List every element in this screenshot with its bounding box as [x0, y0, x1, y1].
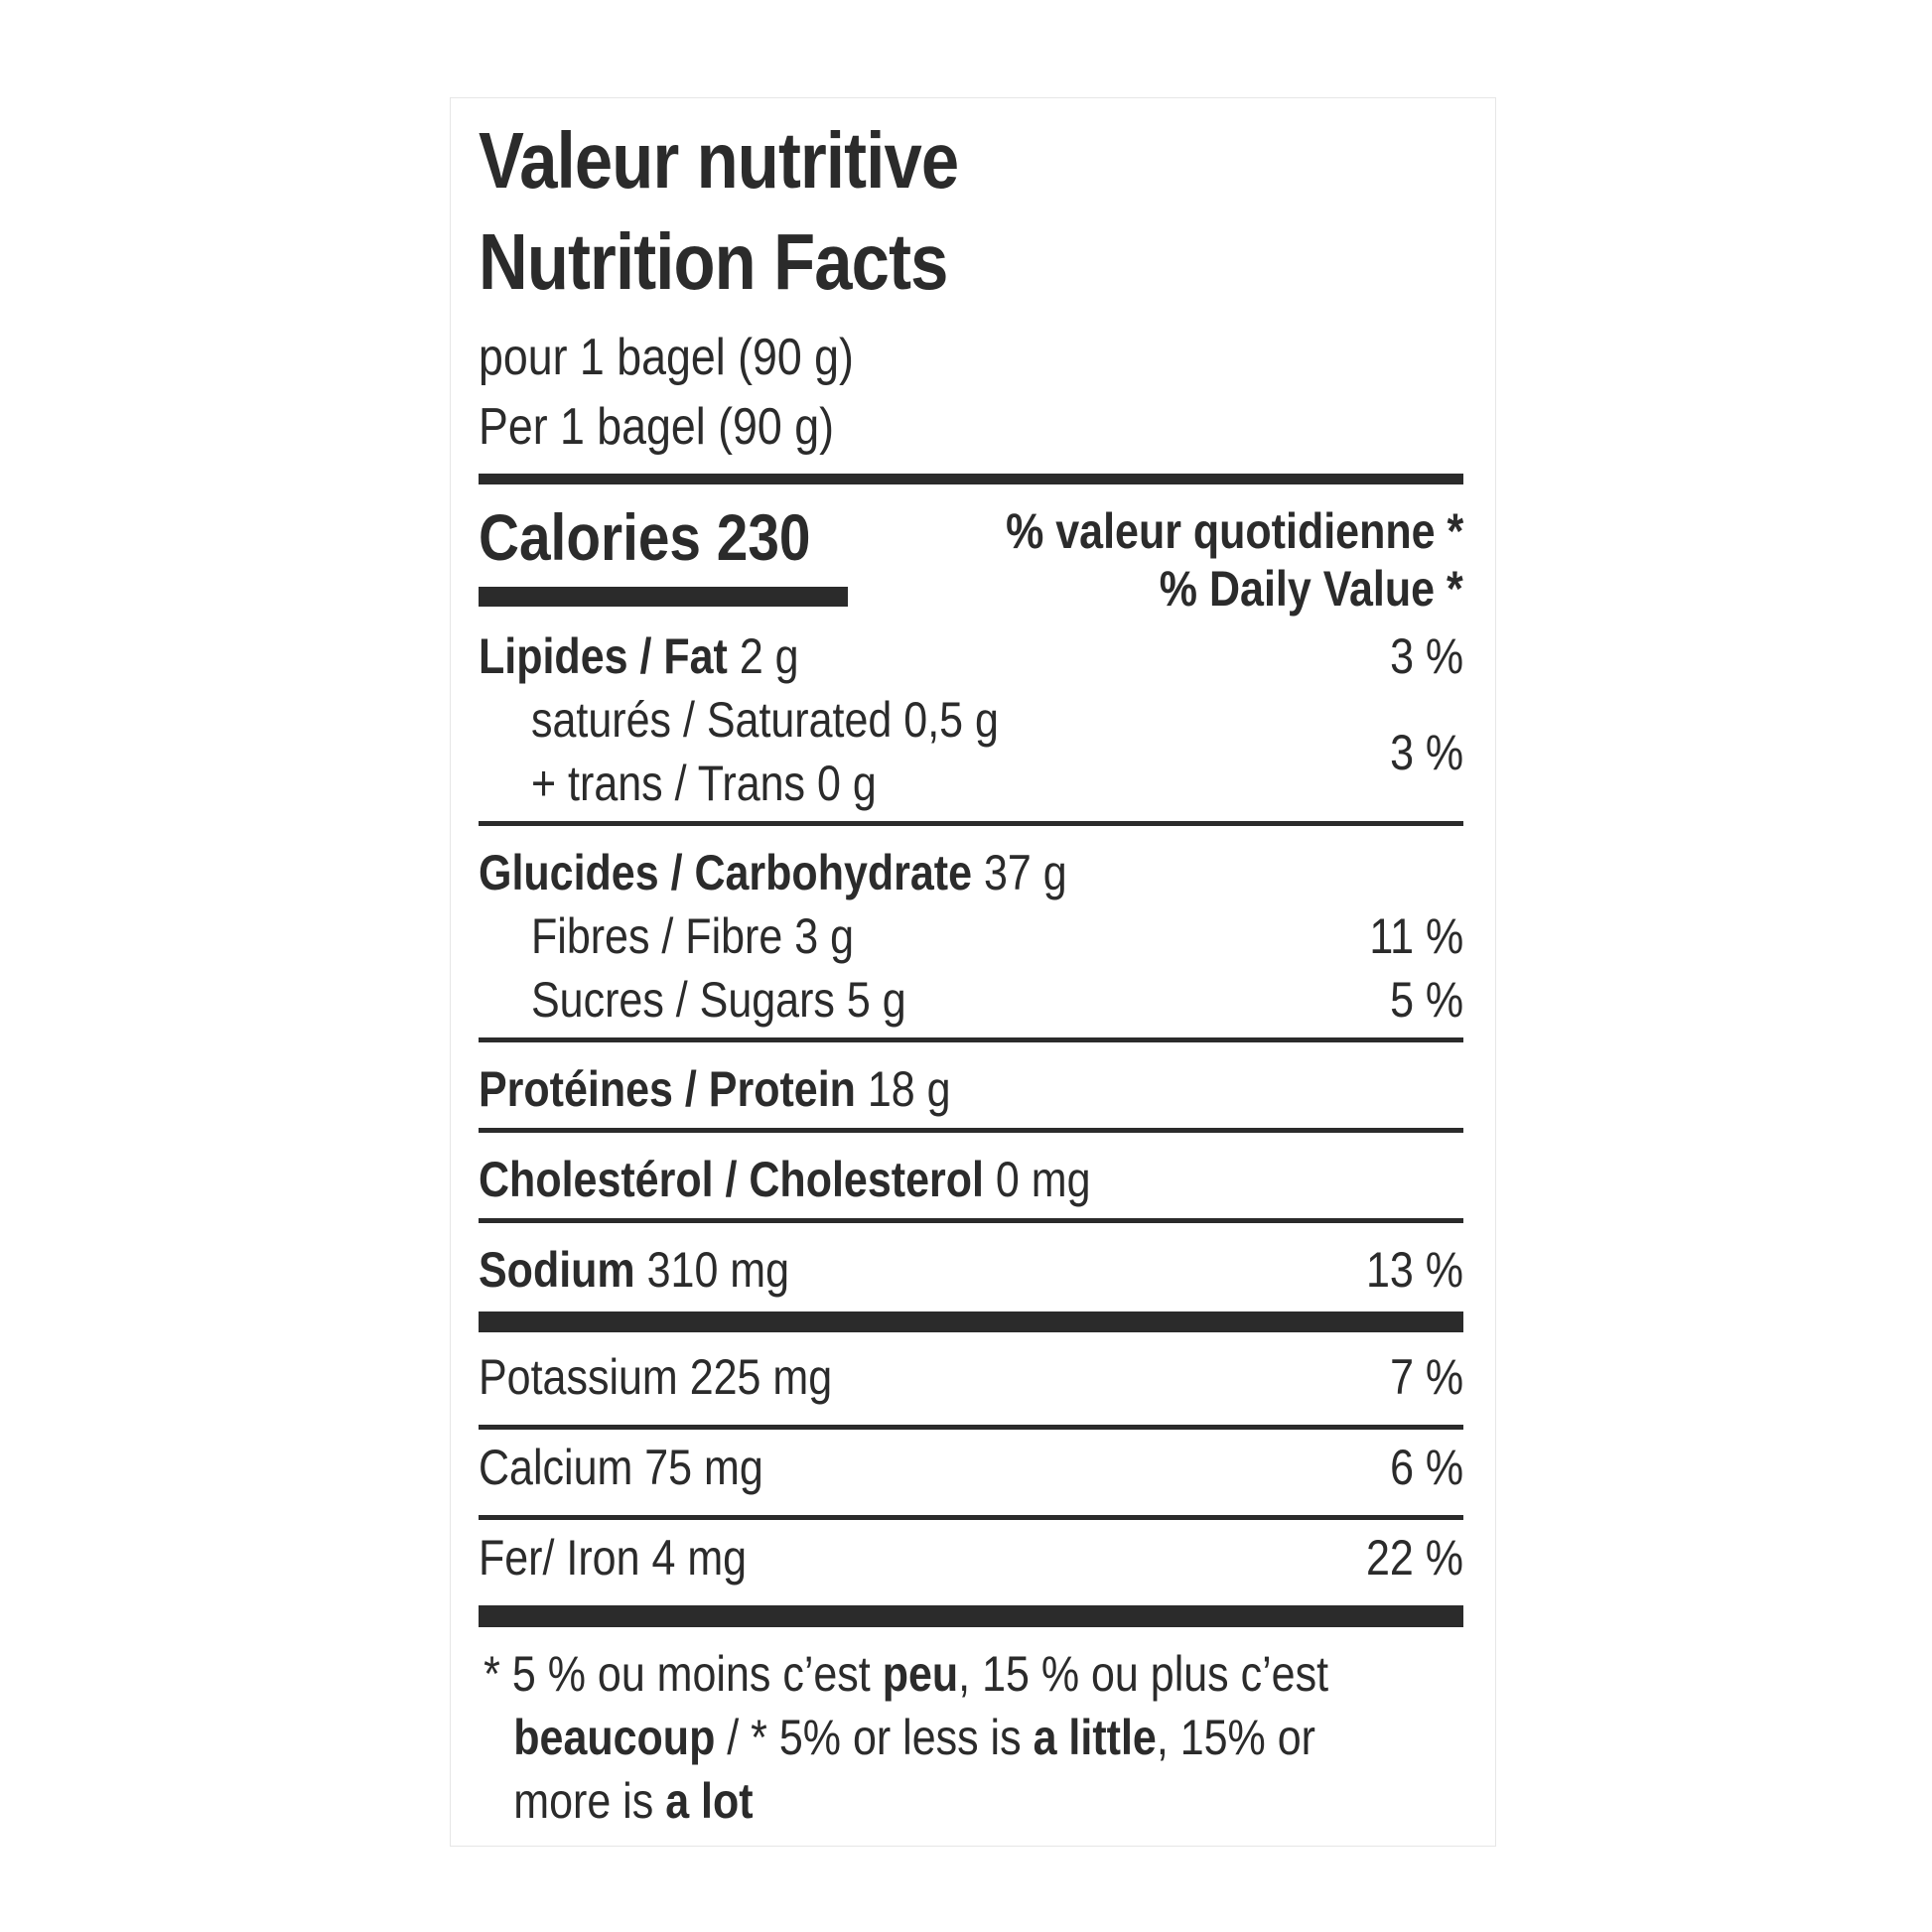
cholesterol-amount: 0 mg — [995, 1152, 1091, 1207]
sodium-amount: 310 mg — [646, 1242, 790, 1298]
thick-divider — [479, 1311, 1463, 1332]
fibre-amount: 3 g — [794, 908, 855, 964]
fibre-label: Fibres / Fibre — [531, 908, 783, 964]
footnote-text: / * 5% or less is — [715, 1710, 1022, 1765]
footnote-text: 5 % ou moins c’est — [511, 1646, 871, 1702]
calcium-label: Calcium — [479, 1440, 633, 1495]
fat-dv: 3 % — [1389, 628, 1463, 684]
potassium-label: Potassium — [479, 1349, 678, 1405]
footnote-text: , 15% or — [1156, 1710, 1315, 1765]
fat-amount: 2 g — [739, 628, 799, 684]
serving-size-en: Per 1 bagel (90 g) — [479, 398, 834, 456]
footnote-bold: a little — [1033, 1710, 1157, 1765]
fibre-dv: 11 % — [1369, 908, 1463, 964]
footnote — [479, 1642, 1463, 1833]
footnote-bold: beaucoup — [513, 1710, 716, 1765]
calories-label: Calories — [479, 500, 702, 574]
footnote-bold: peu — [882, 1646, 959, 1702]
thick-divider — [479, 474, 1463, 484]
footnote-bold: a lot — [665, 1773, 754, 1829]
daily-value-header-fr: % valeur quotidienne * — [1005, 503, 1463, 559]
saturated-amount: 0,5 g — [903, 692, 999, 748]
saturated-trans-dv: 3 % — [1389, 725, 1463, 780]
footnote-text: , 15 % ou plus c’est — [958, 1646, 1329, 1702]
sugars-label: Sucres / Sugars — [531, 972, 835, 1028]
title-en: Nutrition Facts — [479, 217, 948, 306]
footnote-asterisk: * — [483, 1646, 500, 1702]
sodium-dv: 13 % — [1365, 1242, 1463, 1298]
divider — [479, 1128, 1463, 1133]
sugars-amount: 5 g — [846, 972, 906, 1028]
divider — [479, 821, 1463, 826]
trans-label: + trans / Trans — [531, 756, 806, 811]
divider — [479, 1218, 1463, 1223]
divider — [479, 1037, 1463, 1042]
footnote-text: more is — [513, 1773, 654, 1829]
potassium-amount: 225 mg — [689, 1349, 833, 1405]
divider — [479, 1515, 1463, 1520]
sugars-dv: 5 % — [1389, 972, 1463, 1028]
sodium-label: Sodium — [479, 1242, 635, 1298]
trans-amount: 0 g — [817, 756, 877, 811]
cholesterol-label: Cholestérol / Cholesterol — [479, 1152, 984, 1207]
protein-amount: 18 g — [867, 1061, 951, 1117]
protein-label: Protéines / Protein — [479, 1061, 856, 1117]
calories-underline — [479, 587, 848, 607]
divider — [479, 1425, 1463, 1430]
iron-amount: 4 mg — [651, 1530, 748, 1586]
potassium-dv: 7 % — [1389, 1349, 1463, 1405]
thick-divider — [479, 1605, 1463, 1627]
fat-label: Lipides / Fat — [479, 628, 728, 684]
daily-value-header-en: % Daily Value * — [1160, 561, 1463, 617]
iron-label: Fer/ Iron — [479, 1530, 640, 1586]
calories-line — [479, 500, 811, 574]
carbohydrate-amount: 37 g — [983, 845, 1067, 900]
title-fr: Valeur nutritive — [479, 116, 959, 205]
carbohydrate-label: Glucides / Carbohydrate — [479, 845, 973, 900]
serving-size-fr: pour 1 bagel (90 g) — [479, 329, 854, 386]
iron-dv: 22 % — [1365, 1530, 1463, 1586]
calcium-amount: 75 mg — [644, 1440, 763, 1495]
saturated-label: saturés / Saturated — [531, 692, 893, 748]
calories-value: 230 — [716, 500, 811, 574]
calcium-dv: 6 % — [1389, 1440, 1463, 1495]
